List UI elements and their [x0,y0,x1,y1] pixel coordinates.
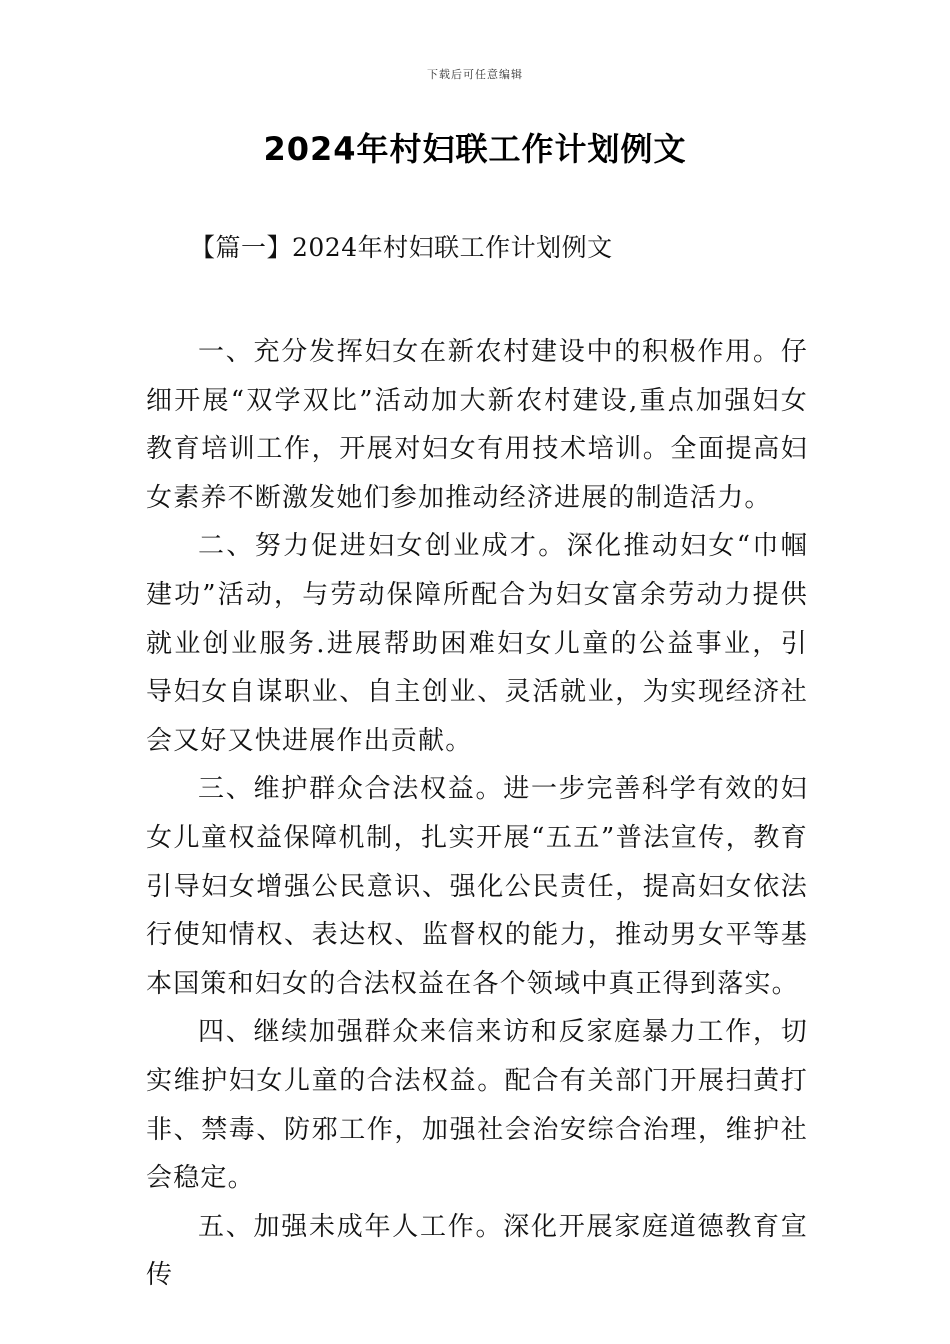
document-title: 2024年村妇联工作计划例文 [263,130,687,168]
header-note: 下载后可任意编辑 [427,68,523,81]
paragraph-4: 四、继续加强群众来信来访和反家庭暴力工作，切实维护妇女儿童的合法权益。配合有关部门开展扫黄打非、禁毒、防邪工作，加强社会治安综合治理，维护社会稳定。 [146,1017,808,1194]
paragraph-3: 三、维护群众合法权益。进一步完善科学有效的妇女儿童权益保障机制，扎实开展“五五”普法宣传，教育引导妇女增强公民意识、强化公民责任，提高妇女依法行使知情权、表达权、监督权的能力，推动男女平等基本国策和妇女的合法权益在各个领域中真正得到落实。 [146,774,808,999]
paragraph-1: 一、充分发挥妇女在新农村建设中的积极作用。仔细开展“双学双比”活动加大新农村建设,重点加强妇女教育培训工作，开展对妇女有用技术培训。全面提高妇女素养不断激发她们参加推动经济进展的制造活力。 [146,337,808,513]
document-body [146,328,808,1300]
paragraph-5: 五、加强未成年人工作。深化开展家庭道德教育宣传 [146,1211,808,1291]
section-heading: 【篇一】2024年村妇联工作计划例文 [190,233,613,262]
paragraph-2: 二、努力促进妇女创业成才。深化推动妇女“巾帼建功”活动，与劳动保障所配合为妇女富余劳动力提供就业创业服务.进展帮助困难妇女儿童的公益事业，引导妇女自谋职业、自主创业、灵活就业，为实现经济社会又好又快进展作出贡献。 [146,531,808,756]
